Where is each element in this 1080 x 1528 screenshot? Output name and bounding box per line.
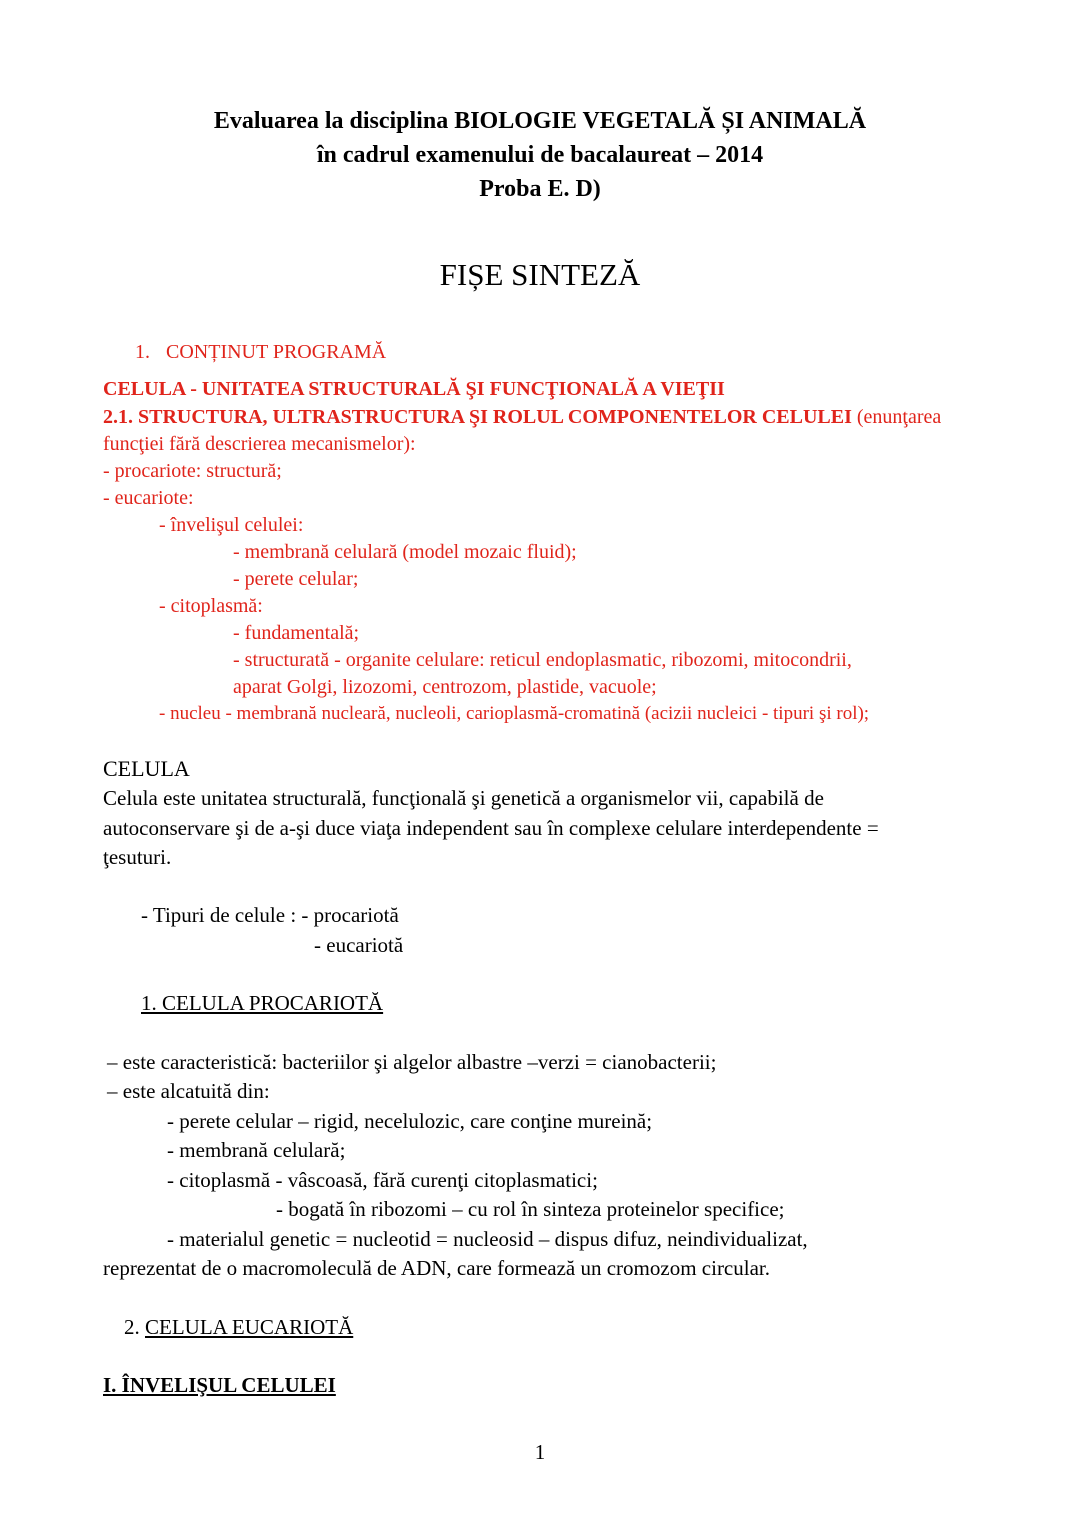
procariota-line: – este caracteristică: bacteriilor şi algelor albastre –verzi = cianobacterii; bbox=[107, 1050, 717, 1074]
program-item: - învelişul celulei: bbox=[159, 514, 304, 536]
procariota-line: – este alcatuită din: bbox=[107, 1079, 270, 1103]
procariota-heading: 1. CELULA PROCARIOTĂ bbox=[141, 991, 384, 1015]
eucariota-heading-number: 2. bbox=[124, 1315, 145, 1339]
program-item: aparat Golgi, lizozomi, centrozom, plastide, vacuole; bbox=[233, 676, 657, 698]
header-line-3: Proba E. D) bbox=[479, 176, 601, 202]
header-line-2: în cadrul examenului de bacalaureat – 2014 bbox=[316, 142, 764, 168]
program-heading-number: 1. bbox=[135, 341, 150, 363]
program-item: - eucariote: bbox=[103, 487, 194, 509]
procariota-line: - citoplasmă - vâscoasă, fără curenţi citoplasmatici; bbox=[167, 1168, 598, 1192]
procariota-line: - perete celular – rigid, necelulozic, care conţine mureină; bbox=[167, 1109, 653, 1133]
procariota-line: - materialul genetic = nucleotid = nucleosid – dispus difuz, neindividualizat, bbox=[167, 1227, 808, 1251]
program-item: - fundamentală; bbox=[233, 622, 360, 644]
program-item: - procariote: structură; bbox=[103, 460, 282, 482]
program-item: - perete celular; bbox=[233, 568, 359, 590]
program-section-cont: funcţiei fără descrierea mecanismelor): bbox=[103, 433, 416, 455]
program-section-rest: (enunţarea bbox=[851, 406, 942, 428]
program-section-bold: 2.1. STRUCTURA, ULTRASTRUCTURA ŞI ROLUL COMPONENTELOR CELULEI bbox=[103, 406, 852, 428]
page-title: FIȘE SINTEZĂ bbox=[439, 257, 641, 292]
procariota-line: - bogată în ribozomi – cu rol în sinteza proteinelor specifice; bbox=[276, 1197, 785, 1221]
header-line-1: Evaluarea la disciplina BIOLOGIE VEGETALĂ ȘI ANIMALĂ bbox=[213, 108, 867, 134]
program-section-line bbox=[103, 407, 941, 427]
celula-paragraph-line: autoconservare şi de a-şi duce viaţa independent sau în complexe celulare interdependente = bbox=[103, 816, 879, 840]
program-heading-text: CONȚINUT PROGRAMĂ bbox=[166, 341, 387, 363]
celula-paragraph-line: Celula este unitatea structurală, funcţională şi genetică a organismelor vii, capabilă de bbox=[103, 786, 824, 810]
program-item: - citoplasmă: bbox=[159, 595, 263, 617]
page-number: 1 bbox=[534, 1440, 546, 1464]
program-celula-title: CELULA - UNITATEA STRUCTURALĂ ŞI FUNCŢIONALĂ A VIEŢII bbox=[103, 378, 725, 400]
invelis-heading: I. ÎNVELIŞUL CELULEI bbox=[103, 1373, 336, 1397]
eucariota-heading-text: CELULA EUCARIOTĂ bbox=[145, 1315, 354, 1339]
celula-paragraph-line: ţesuturi. bbox=[103, 845, 172, 869]
program-item: - nucleu - membrană nucleară, nucleoli, carioplasmă-cromatină (acizii nucleici - tipuri şi rol); bbox=[159, 703, 870, 724]
program-item: - structurată - organite celulare: reticul endoplasmatic, ribozomi, mitocondrii, bbox=[233, 649, 852, 671]
program-heading bbox=[135, 342, 386, 362]
cell-types-label: - Tipuri de celule : - procariotă bbox=[141, 903, 399, 927]
procariota-line: reprezentat de o macromoleculă de ADN, care formează un cromozom circular. bbox=[103, 1256, 770, 1280]
eucariota-heading bbox=[124, 1317, 353, 1338]
procariota-line: - membrană celulară; bbox=[167, 1138, 346, 1162]
celula-heading: CELULA bbox=[103, 756, 190, 781]
cell-types-second: - eucariotă bbox=[314, 933, 404, 957]
program-item: - membrană celulară (model mozaic fluid); bbox=[233, 541, 577, 563]
